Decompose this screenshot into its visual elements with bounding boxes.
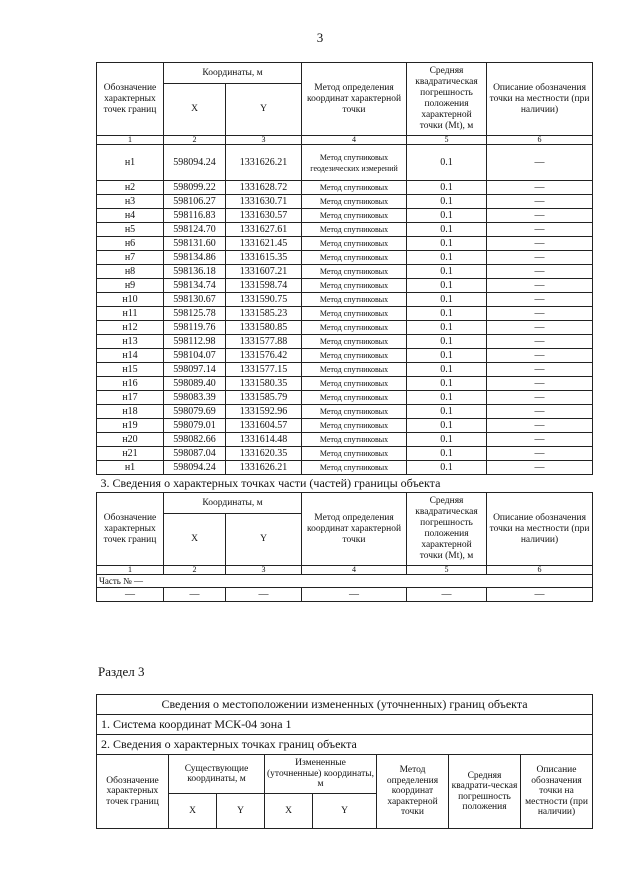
description-cell: — [487,349,593,363]
description-cell: — [487,335,593,349]
x-coordinate-cell: 598099.22 [164,181,226,195]
accuracy-cell: 0.1 [407,251,487,265]
part-header-description: Описание обозначения точки на местности (при наличии) [487,493,593,566]
x-coordinate-cell: 598119.76 [164,321,226,335]
empty-dash-cell: — [164,588,226,602]
x-coordinate-cell: 598112.98 [164,335,226,349]
part-header-y: Y [226,514,302,566]
column-number: 3 [226,136,302,145]
description-cell: — [487,181,593,195]
method-cell: Метод спутниковых [302,377,407,391]
description-cell: — [487,419,593,433]
header-coordinates: Координаты, м [164,63,302,84]
description-cell: — [487,293,593,307]
y-coordinate-cell: 1331620.35 [226,447,302,461]
point-cell: н17 [97,391,164,405]
table-row [97,433,593,447]
accuracy-cell: 0.1 [407,447,487,461]
accuracy-cell: 0.1 [407,223,487,237]
description-cell: — [487,237,593,251]
description-cell: — [487,405,593,419]
x-coordinate-cell: 598134.74 [164,279,226,293]
t2-header-existing-y: Y [217,794,265,829]
x-coordinate-cell: 598097.14 [164,363,226,377]
section-heading: Раздел 3 [98,664,145,679]
header-description: Описание обозначения точки на местности (при наличии) [487,63,593,136]
t2-header-accuracy: Средняя квадрати-ческая погрешность положения [449,755,521,829]
accuracy-cell: 0.1 [407,279,487,293]
y-coordinate-cell: 1331590.75 [226,293,302,307]
point-cell: н9 [97,279,164,293]
boundary-points-table [96,62,593,602]
changed-boundaries-table [96,694,593,829]
point-cell: н5 [97,223,164,237]
x-coordinate-cell: 598083.39 [164,391,226,405]
table-row [97,377,593,391]
method-cell: Метод спутниковых [302,223,407,237]
description-cell: — [487,461,593,475]
section-3-title: 3. Сведения о характерных точках части (частей) границы объекта [97,475,593,493]
point-cell: н14 [97,349,164,363]
accuracy-cell: 0.1 [407,419,487,433]
description-cell: — [487,391,593,405]
empty-dash-cell: — [97,588,164,602]
accuracy-cell: 0.1 [407,363,487,377]
part-header-method: Метод определения координат характерной точки [302,493,407,566]
part-header-x: X [164,514,226,566]
method-cell: Метод спутниковых [302,237,407,251]
x-coordinate-cell: 598131.60 [164,237,226,251]
x-coordinate-cell: 598136.18 [164,265,226,279]
y-coordinate-cell: 1331580.35 [226,377,302,391]
point-cell: н4 [97,209,164,223]
x-coordinate-cell: 598089.40 [164,377,226,391]
point-cell: н1 [97,145,164,181]
method-cell: Метод спутниковых [302,433,407,447]
table-row [97,335,593,349]
column-number: 2 [164,136,226,145]
accuracy-cell: 0.1 [407,145,487,181]
table-row [97,419,593,433]
method-cell: Метод спутниковых [302,335,407,349]
method-cell: Метод спутниковых [302,391,407,405]
point-cell: н12 [97,321,164,335]
column-number: 3 [226,566,302,575]
description-cell: — [487,251,593,265]
y-coordinate-cell: 1331630.57 [226,209,302,223]
table-row [97,405,593,419]
point-cell: н18 [97,405,164,419]
accuracy-cell: 0.1 [407,181,487,195]
t2-header-changed-y: Y [313,794,377,829]
description-cell: — [487,321,593,335]
table-row [97,145,593,181]
y-coordinate-cell: 1331627.61 [226,223,302,237]
y-coordinate-cell: 1331577.88 [226,335,302,349]
table-row [97,251,593,265]
description-cell: — [487,223,593,237]
method-cell: Метод спутниковых [302,279,407,293]
description-cell: — [487,195,593,209]
y-coordinate-cell: 1331626.21 [226,461,302,475]
table-row [97,209,593,223]
method-cell: Метод спутниковых [302,447,407,461]
method-cell: Метод спутниковых [302,307,407,321]
point-cell: н15 [97,363,164,377]
table-row [97,349,593,363]
y-coordinate-cell: 1331628.72 [226,181,302,195]
header-point-designation: Обозначение характерных точек границ [97,63,164,136]
accuracy-cell: 0.1 [407,237,487,251]
t2-header-description: Описание обозначения точки на местности (при наличии) [521,755,593,829]
accuracy-cell: 0.1 [407,293,487,307]
points-info-title: 2. Сведения о характерных точках границ объекта [97,735,593,755]
column-number: 4 [302,566,407,575]
x-coordinate-cell: 598125.78 [164,307,226,321]
y-coordinate-cell: 1331621.45 [226,237,302,251]
table-row [97,265,593,279]
description-cell: — [487,433,593,447]
accuracy-cell: 0.1 [407,461,487,475]
header-y: Y [226,84,302,136]
table-row [97,293,593,307]
method-cell: Метод спутниковых [302,195,407,209]
point-cell: н11 [97,307,164,321]
empty-dash-cell: — [407,588,487,602]
point-cell: н19 [97,419,164,433]
method-cell: Метод спутниковых [302,405,407,419]
accuracy-cell: 0.1 [407,391,487,405]
point-cell: н16 [97,377,164,391]
point-cell: н20 [97,433,164,447]
x-coordinate-cell: 598087.04 [164,447,226,461]
table-row [97,307,593,321]
header-x: X [164,84,226,136]
x-coordinate-cell: 598104.07 [164,349,226,363]
y-coordinate-cell: 1331585.23 [226,307,302,321]
y-coordinate-cell: 1331580.85 [226,321,302,335]
table-row [97,391,593,405]
y-coordinate-cell: 1331614.48 [226,433,302,447]
description-cell: — [487,307,593,321]
table-row [97,363,593,377]
point-cell: н10 [97,293,164,307]
coordinate-system: 1. Система координат МСК-04 зона 1 [97,715,593,735]
y-coordinate-cell: 1331592.96 [226,405,302,419]
description-cell: — [487,145,593,181]
header-accuracy: Средняя квадратическая погрешность положения характерной точки (Mt), м [407,63,487,136]
description-cell: — [487,265,593,279]
page-number: 3 [316,30,324,45]
point-cell: н6 [97,237,164,251]
method-cell: Метод спутниковых [302,293,407,307]
column-number: 6 [487,566,593,575]
x-coordinate-cell: 598134.86 [164,251,226,265]
part-label: Часть № — [97,575,593,588]
point-cell: н7 [97,251,164,265]
empty-dash-cell: — [487,588,593,602]
method-cell: Метод спутниковых [302,419,407,433]
table-row [97,321,593,335]
x-coordinate-cell: 598094.24 [164,145,226,181]
table-row [97,195,593,209]
table-row [97,237,593,251]
t2-header-method: Метод определения координат характерной точки [377,755,449,829]
table-row [97,461,593,475]
description-cell: — [487,377,593,391]
accuracy-cell: 0.1 [407,321,487,335]
x-coordinate-cell: 598082.66 [164,433,226,447]
table-row [97,181,593,195]
description-cell: — [487,447,593,461]
method-cell: Метод спутниковых [302,363,407,377]
y-coordinate-cell: 1331630.71 [226,195,302,209]
point-cell: н13 [97,335,164,349]
y-coordinate-cell: 1331626.21 [226,145,302,181]
part-header-coordinates: Координаты, м [164,493,302,514]
column-number: 5 [407,136,487,145]
accuracy-cell: 0.1 [407,209,487,223]
x-coordinate-cell: 598130.67 [164,293,226,307]
point-cell: н21 [97,447,164,461]
t2-header-point-designation: Обозначение характерных точек границ [97,755,169,829]
table-row [97,279,593,293]
column-number: 5 [407,566,487,575]
x-coordinate-cell: 598116.83 [164,209,226,223]
description-cell: — [487,209,593,223]
t2-header-changed-x: X [265,794,313,829]
y-coordinate-cell: 1331585.79 [226,391,302,405]
empty-dash-cell: — [226,588,302,602]
y-coordinate-cell: 1331576.42 [226,349,302,363]
description-cell: — [487,363,593,377]
accuracy-cell: 0.1 [407,433,487,447]
accuracy-cell: 0.1 [407,195,487,209]
column-number: 2 [164,566,226,575]
y-coordinate-cell: 1331598.74 [226,279,302,293]
accuracy-cell: 0.1 [407,265,487,279]
x-coordinate-cell: 598079.69 [164,405,226,419]
table2-title: Сведения о местоположении измененных (уточненных) границ объекта [97,695,593,715]
t2-header-existing-x: X [169,794,217,829]
method-cell: Метод спутниковых [302,251,407,265]
header-method: Метод определения координат характерной точки [302,63,407,136]
point-cell: н1 [97,461,164,475]
method-cell: Метод спутниковых [302,209,407,223]
x-coordinate-cell: 598094.24 [164,461,226,475]
x-coordinate-cell: 598106.27 [164,195,226,209]
part-header-accuracy: Средняя квадратическая погрешность положения характерной точки (Mt), м [407,493,487,566]
t2-header-existing-coords: Существующие координаты, м [169,755,265,794]
method-cell: Метод спутниковых [302,181,407,195]
x-coordinate-cell: 598124.70 [164,223,226,237]
method-cell: Метод спутниковых [302,265,407,279]
accuracy-cell: 0.1 [407,335,487,349]
accuracy-cell: 0.1 [407,349,487,363]
table-row [97,447,593,461]
t2-header-changed-coords: Измененные (уточненные) координаты, м [265,755,377,794]
point-cell: н8 [97,265,164,279]
y-coordinate-cell: 1331615.35 [226,251,302,265]
part-header-point-designation: Обозначение характерных точек границ [97,493,164,566]
method-cell: Метод спутниковых [302,349,407,363]
method-cell: Метод спутниковых геодезических измерений [302,145,407,181]
accuracy-cell: 0.1 [407,405,487,419]
y-coordinate-cell: 1331577.15 [226,363,302,377]
column-number: 1 [97,566,164,575]
description-cell: — [487,279,593,293]
column-number: 1 [97,136,164,145]
point-cell: н3 [97,195,164,209]
y-coordinate-cell: 1331607.21 [226,265,302,279]
column-number: 4 [302,136,407,145]
method-cell: Метод спутниковых [302,461,407,475]
point-cell: н2 [97,181,164,195]
method-cell: Метод спутниковых [302,321,407,335]
y-coordinate-cell: 1331604.57 [226,419,302,433]
table-row [97,223,593,237]
x-coordinate-cell: 598079.01 [164,419,226,433]
accuracy-cell: 0.1 [407,307,487,321]
column-number: 6 [487,136,593,145]
accuracy-cell: 0.1 [407,377,487,391]
empty-dash-cell: — [302,588,407,602]
